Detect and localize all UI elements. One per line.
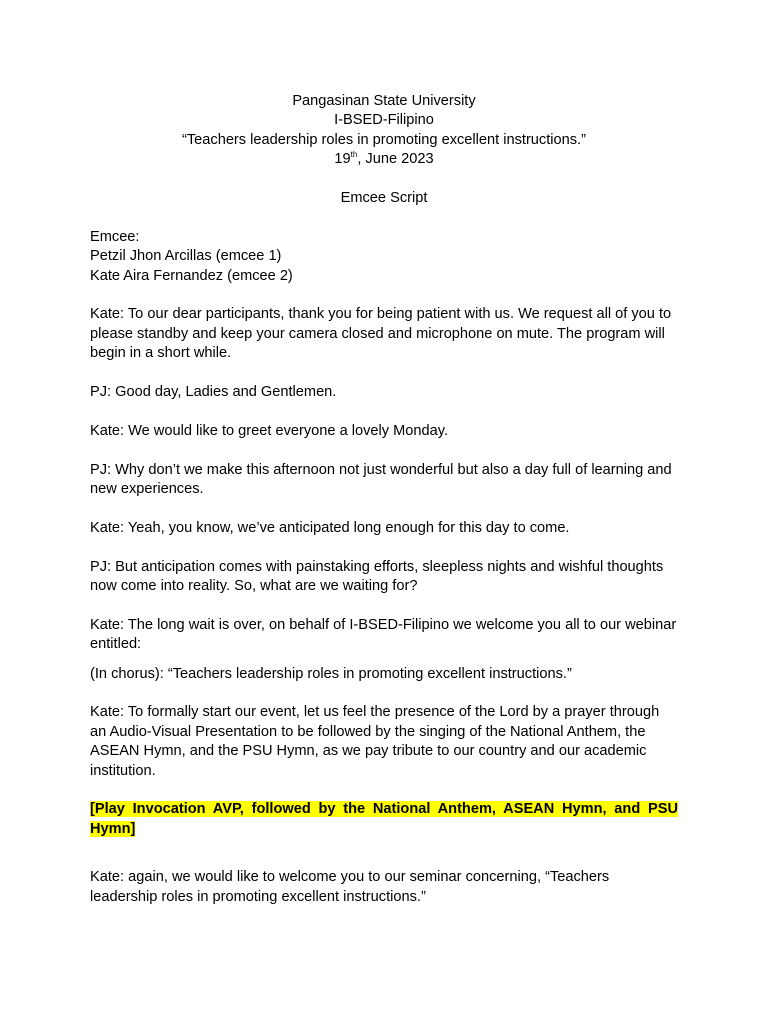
document-page (90, 92, 678, 907)
emcee-1: Petzil Jhon Arcillas (emcee 1) (90, 248, 282, 265)
script-paragraph: PJ: Good day, Ladies and Gentlemen. (90, 384, 337, 401)
script-paragraph: Kate: Yeah, you know, we’ve anticipated long enough for this day to come. (90, 519, 570, 536)
script-paragraph: Kate: To formally start our event, let us feel the presence of the Lord by a prayer through an Audio-Visual Presentation to be followed by the singing of the National Anthem, the ASEAN Hymn, and the PSU Hymn, as we pay tribute to our country and our academic institution. (90, 704, 660, 779)
script-paragraph: (In chorus): “Teachers leadership roles in promoting excellent instructions.” (90, 665, 572, 682)
script-paragraph: Kate: The long wait is over, on behalf of I-BSED-Filipino we welcome you all to our webinar entitled: (90, 616, 677, 653)
script-paragraph: PJ: But anticipation comes with painstaking efforts, sleepless nights and wishful thoughts now come into reality. So, what are we waiting for? (90, 558, 664, 595)
program-cue (90, 800, 678, 839)
script-paragraph: PJ: Why don’t we make this afternoon not just wonderful but also a day full of learning and new experiences. (90, 461, 672, 498)
emcee-list (90, 228, 678, 286)
date-day: 19 (334, 151, 351, 168)
date-rest: , June 2023 (357, 151, 434, 168)
event-date (90, 150, 678, 169)
script-paragraph: Kate: To our dear participants, thank you for being patient with us. We request all of you to please standby and keep your camera closed and microphone on mute. The program will begin in a short while. (90, 306, 672, 362)
university-name: Pangasinan State University (292, 93, 476, 109)
program-name: I-BSED-Filipino (334, 112, 434, 129)
script-paragraph: Kate: We would like to greet everyone a lovely Monday. (90, 422, 449, 439)
highlighted-cue-text: [Play Invocation AVP, followed by the National Anthem, ASEAN Hymn, and PSU Hymn] (90, 801, 678, 837)
emcee-label: Emcee: (90, 228, 140, 245)
document-title: Emcee Script (340, 190, 428, 207)
event-theme: “Teachers leadership roles in promoting excellent instructions.” (182, 131, 586, 148)
date-suffix: th (350, 150, 358, 160)
script-paragraph: Kate: again, we would like to welcome you to our seminar concerning, “Teachers leadership roles in promoting excellent instructions.” (90, 869, 610, 905)
document-header (90, 92, 678, 208)
emcee-2: Kate Aira Fernandez (emcee 2) (90, 267, 293, 284)
